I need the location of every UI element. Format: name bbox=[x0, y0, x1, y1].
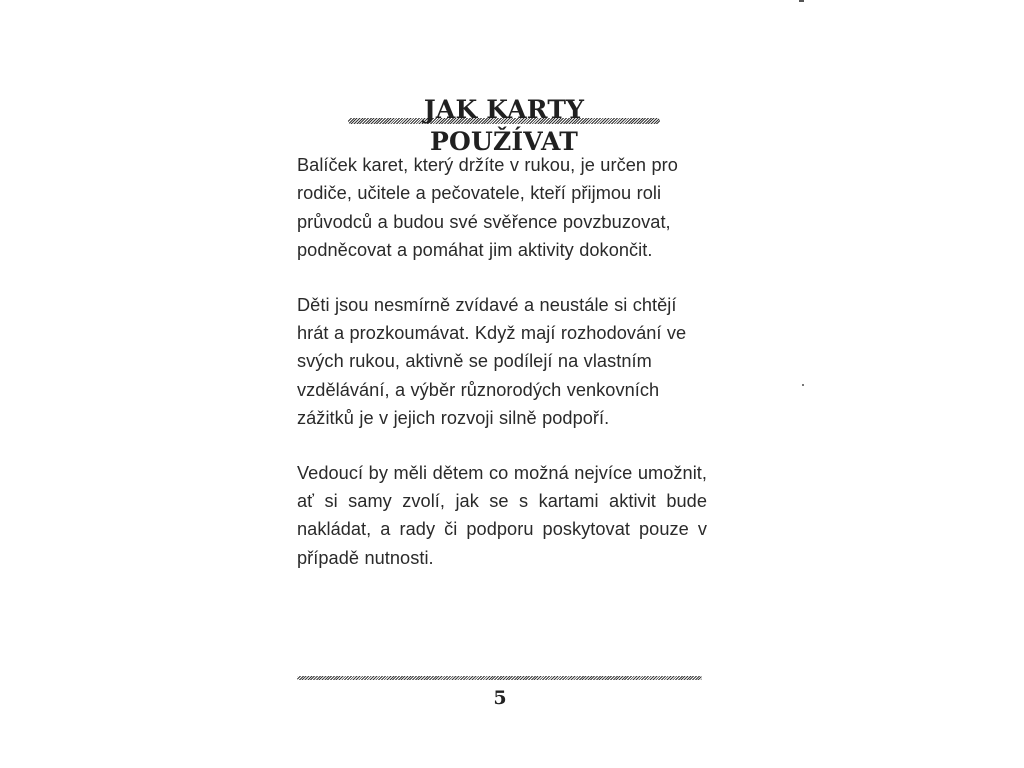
speck-mark bbox=[802, 384, 804, 386]
section-title-area bbox=[348, 94, 660, 156]
footer-rule bbox=[297, 676, 702, 680]
crop-mark bbox=[799, 0, 804, 2]
paragraph-3: Vedoucí by měli dětem co možná nejvíce umožnit, ať si samy zvolí, jak se s kartami aktivit bude nakládat, a rady či podporu poskytovat pouze v případě nutnosti. bbox=[297, 462, 707, 568]
body-text bbox=[297, 151, 707, 598]
section-title: JAK KARTY POUŽÍVAT bbox=[423, 95, 585, 156]
paragraph-1: Balíček karet, který držíte v rukou, je určen pro rodiče, učitele a pečovatele, kteří přijmou roli průvodců a budou své svěřence povzbuzovat, podněcovat a pomáhat jim aktivity dokončit. bbox=[297, 155, 678, 261]
page-number: 5 bbox=[493, 687, 507, 709]
paragraph-2: Děti jsou nesmírně zvídavé a neustále si chtějí hrát a prozkoumávat. Když mají rozhodování ve svých rukou, aktivně se podílejí na vlastním vzdělávání, a výběr různorodých venkovních zážitků je v jejich rozvoji silně podpoří. bbox=[297, 294, 687, 429]
